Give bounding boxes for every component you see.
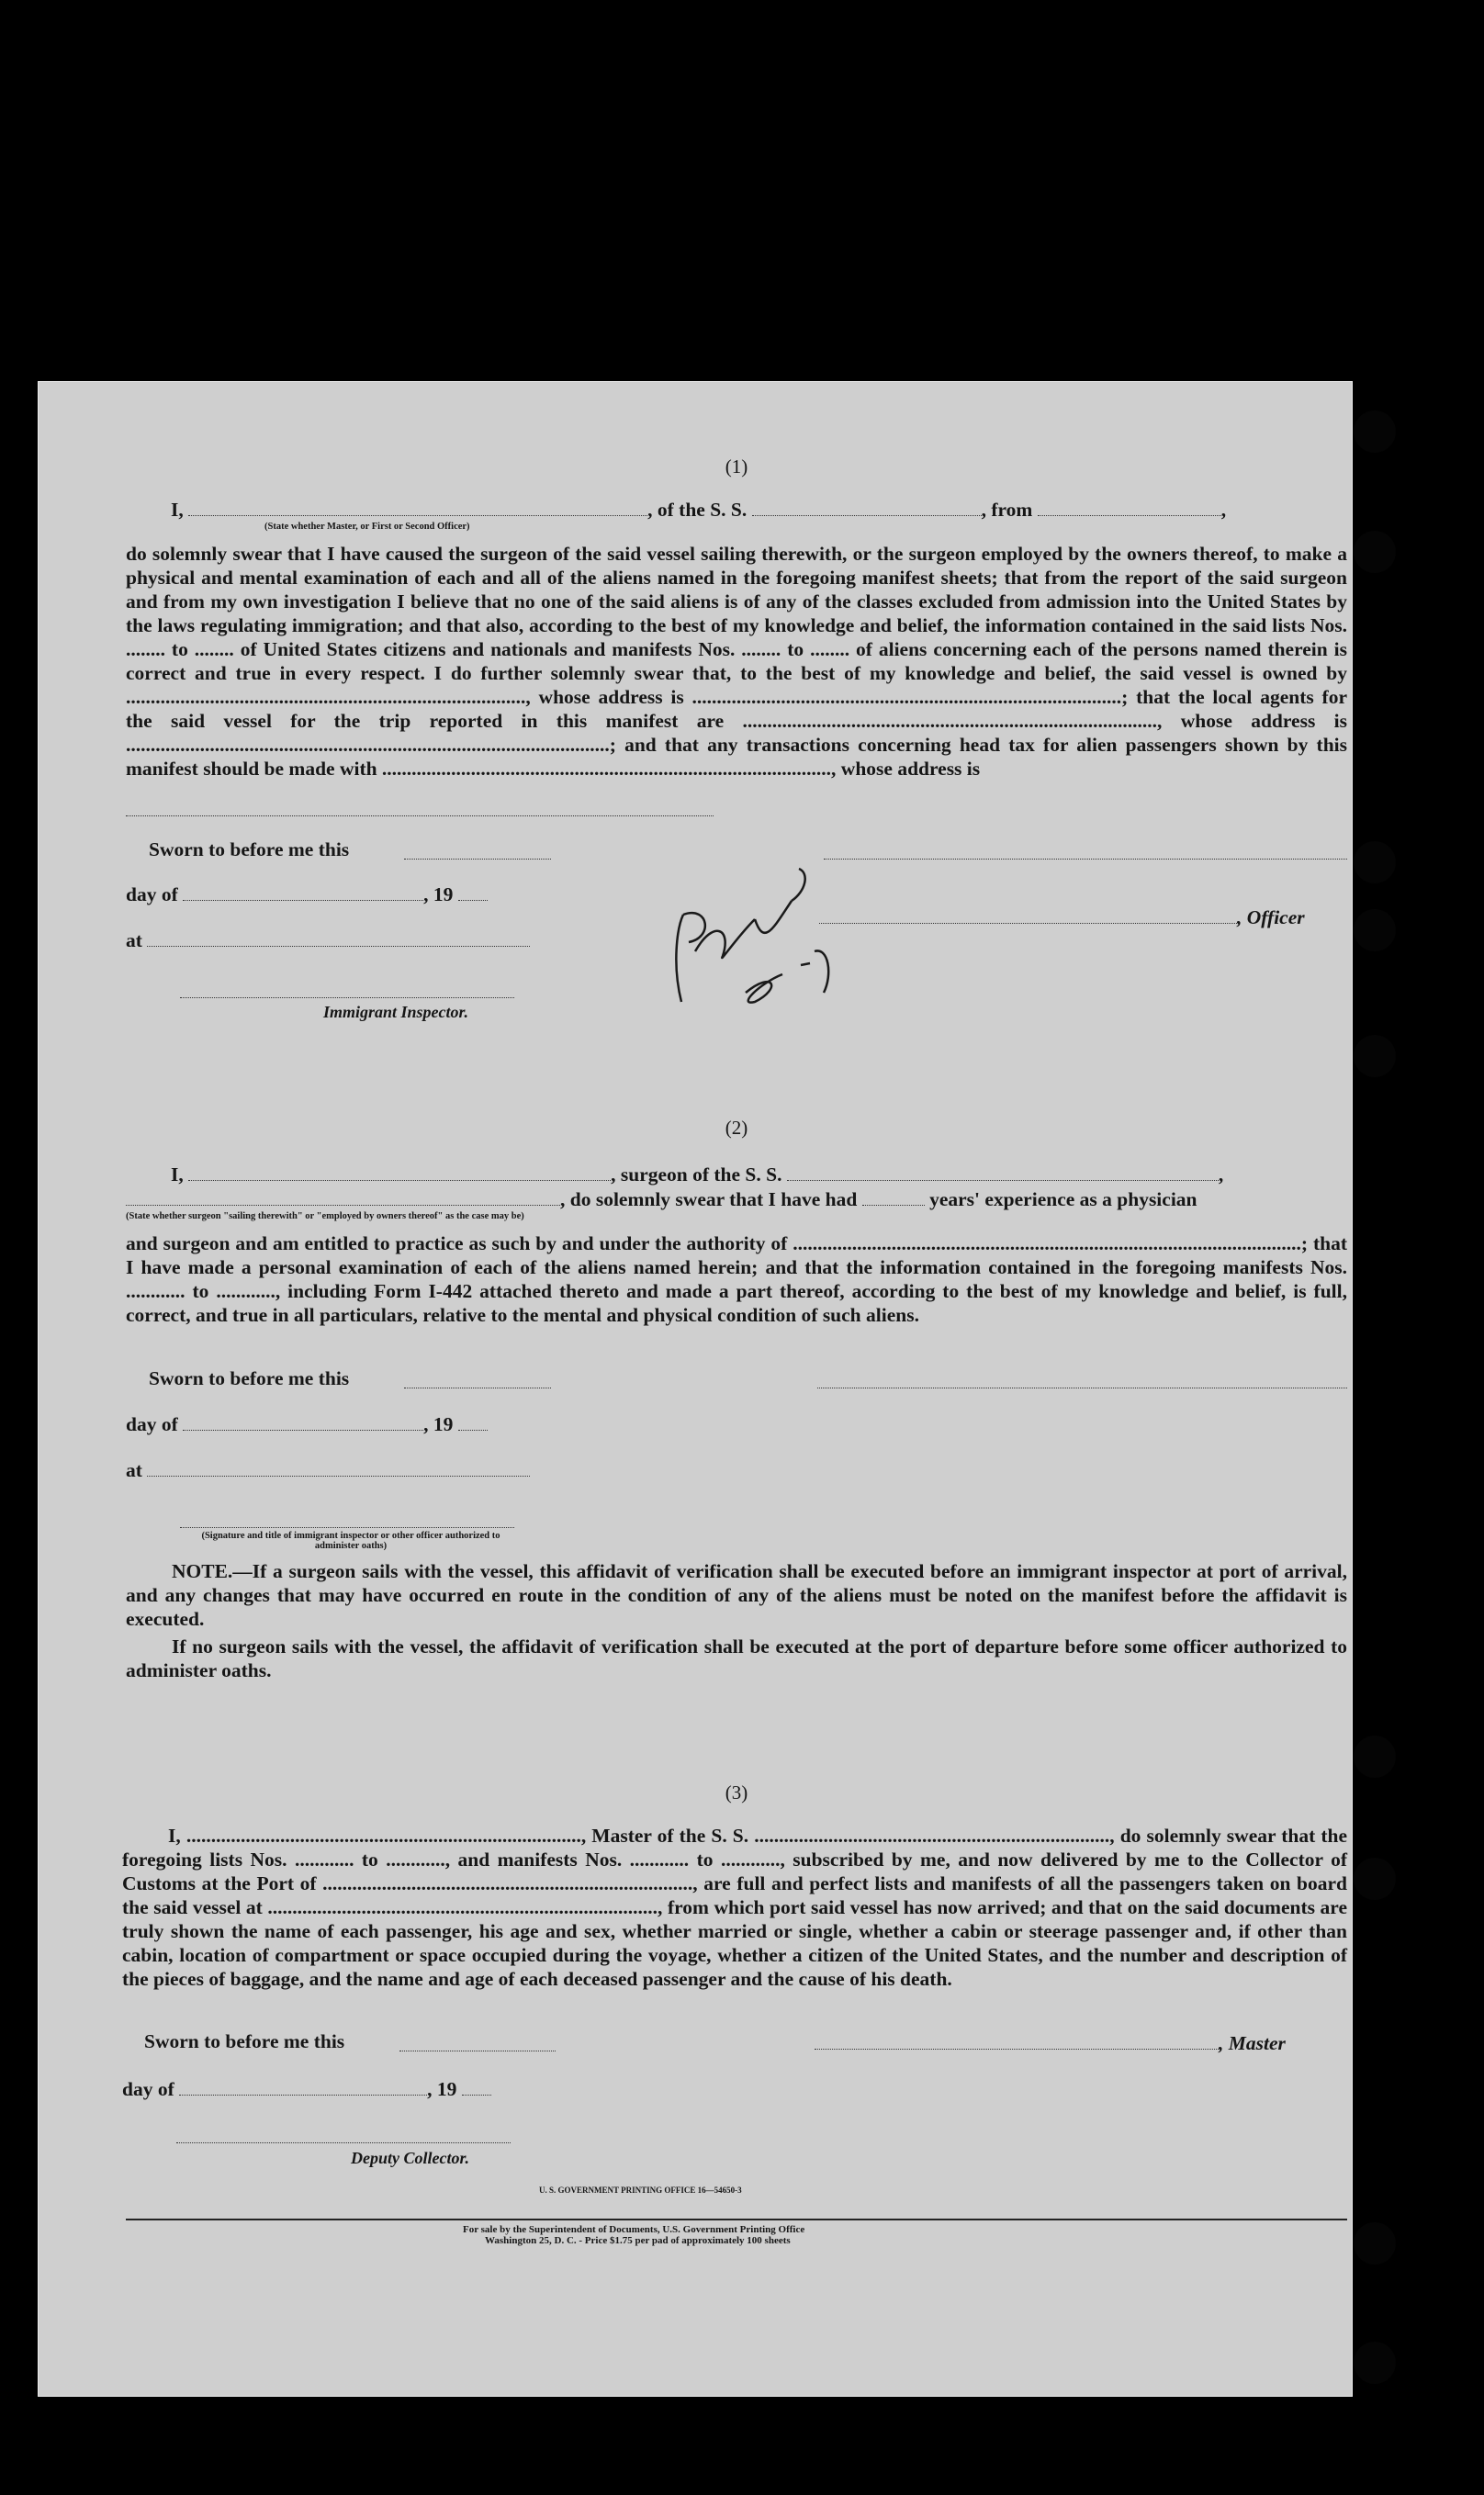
s1-subcaption: (State whether Master, or First or Second Officer) bbox=[264, 522, 470, 532]
manifest-page bbox=[38, 381, 1353, 2397]
s1-at bbox=[126, 929, 530, 952]
s2-line-2 bbox=[126, 1188, 1197, 1211]
s3-master-label: , Master bbox=[1219, 2032, 1286, 2054]
s2-note-2: If no surgeon sails with the vessel, the affidavit of verification shall be executed at the port of departure before some officer authorized to administer oaths. bbox=[126, 1635, 1347, 1681]
section-1-number: (1) bbox=[725, 455, 748, 478]
s2-subcaption: (State whether surgeon "sailing therewith" or "employed by owners thereof" as the case may be) bbox=[126, 1211, 524, 1221]
s1-from: , from bbox=[981, 499, 1033, 521]
s2-vessel-field[interactable] bbox=[787, 1163, 1219, 1181]
s1-officer-field[interactable] bbox=[188, 499, 647, 516]
s2-sig-subcaption: (Signature and title of immigrant inspector or other officer authorized to administer oaths) bbox=[201, 1531, 500, 1551]
s2-comma: , bbox=[1218, 1163, 1224, 1186]
s3-day-field[interactable] bbox=[179, 2078, 427, 2096]
s3-deputy-line[interactable] bbox=[176, 2142, 511, 2143]
s1-sworn bbox=[149, 838, 349, 861]
s3-year-field[interactable] bbox=[462, 2078, 491, 2096]
s1-of-ss: , of the S. S. bbox=[647, 499, 748, 521]
s2-swear: , do solemnly swear that I have had bbox=[560, 1188, 858, 1210]
section-2-number: (2) bbox=[725, 1117, 748, 1139]
s2-status-field[interactable] bbox=[126, 1188, 560, 1206]
punch-hole bbox=[1354, 2222, 1396, 2265]
s1-inspector-line[interactable] bbox=[180, 997, 514, 998]
s3-sworn bbox=[144, 2030, 344, 2053]
s1-at-field[interactable] bbox=[147, 929, 530, 947]
punch-hole bbox=[1354, 531, 1396, 573]
s1-officer bbox=[819, 906, 1305, 929]
s2-year-field[interactable] bbox=[458, 1413, 488, 1431]
s2-years-label: years' experience as a physician bbox=[929, 1188, 1197, 1210]
s3-year-label: , 19 bbox=[427, 2078, 457, 2100]
s2-at-label: at bbox=[126, 1459, 142, 1481]
punch-hole bbox=[1354, 2342, 1396, 2384]
s2-body: and surgeon and am entitled to practice as such by and under the authority of .......................................................................................................; that I have made a personal examination of each of the aliens named herein; and that the information contained in the foregoing manifests Nos. ............ to ............, including Form I-442 attached thereto and made a part thereof, according to the best of my knowledge and belief, is full, correct, and true in all particulars, relative to the mental and physical condition of such aliens. bbox=[126, 1232, 1347, 1326]
footer-rule bbox=[126, 2219, 1347, 2220]
s1-sworn-label: Sworn to before me this bbox=[149, 838, 350, 860]
punch-hole bbox=[1354, 410, 1396, 453]
punch-hole bbox=[1354, 1858, 1396, 1900]
gpo-imprint: U. S. GOVERNMENT PRINTING OFFICE 16—54650-3 bbox=[539, 2186, 742, 2195]
s3-dayof-label: day of bbox=[122, 2078, 174, 2100]
sale-notice-2: Washington 25, D. C. - Price $1.75 per pad of approximately 100 sheets bbox=[485, 2235, 791, 2246]
s1-year-field[interactable] bbox=[458, 883, 488, 901]
s1-at-label: at bbox=[126, 929, 142, 951]
s2-sworn bbox=[149, 1367, 349, 1390]
s2-at bbox=[126, 1459, 530, 1482]
s1-officer-label: , Officer bbox=[1237, 906, 1305, 928]
s3-master bbox=[815, 2032, 1286, 2055]
s2-surgeon-of-ss: , surgeon of the S. S. bbox=[611, 1163, 782, 1186]
punch-hole bbox=[1354, 1035, 1396, 1077]
sale-notice-1: For sale by the Superintendent of Documents, U.S. Government Printing Office bbox=[463, 2224, 805, 2235]
s1-line-1 bbox=[171, 499, 1226, 522]
s1-vessel-field[interactable] bbox=[752, 499, 982, 516]
s2-day-field[interactable] bbox=[183, 1413, 423, 1431]
s3-dayof bbox=[122, 2078, 491, 2101]
s2-dayof bbox=[126, 1413, 488, 1436]
s1-body-end-line bbox=[126, 815, 714, 816]
s2-line-1 bbox=[171, 1163, 1223, 1186]
s2-note-1: NOTE.—If a surgeon sails with the vessel, this affidavit of verification shall be executed before an immigrant inspector at port of arrival, and any changes that may have occurred en route in the condition of any of the aliens must be noted on the manifest before the affidavit is executed. bbox=[126, 1560, 1347, 1630]
s3-deputy-label: Deputy Collector. bbox=[351, 2149, 469, 2167]
s3-sworn-label: Sworn to before me this bbox=[144, 2030, 345, 2052]
s1-inspector-label: Immigrant Inspector. bbox=[323, 1003, 469, 1021]
section-3-number: (3) bbox=[725, 1781, 748, 1804]
s3-body: I, ................................................................................, Master of the S. S. ........................................................................, do solemnly swear that the foregoing lists Nos. ............ to ............, and manifests Nos. ............ to ............, subscribed by me, and now delivered by me to the Collector of Customs at the Port of ..........................................................................., are full and perfect lists and manifests of all the passengers taken on board the said vessel at ..............................................................................., from which port said vessel has now arrived; and that on the said documents are truly shown the name of each passenger, his age and sex, whether married or single, whether a cabin or steerage passenger and, if other than cabin, location of compartment or space occupied during the voyage, whether a citizen of the United States, and the number and description of the pieces of baggage, and the name and age of each deceased passenger and the cause of his death. bbox=[122, 1825, 1347, 1990]
s2-name-field[interactable] bbox=[188, 1163, 611, 1181]
s1-port-field[interactable] bbox=[1038, 499, 1221, 516]
s1-sworn-line[interactable] bbox=[404, 859, 551, 860]
s1-body: do solemnly swear that I have caused the surgeon of the said vessel sailing therewith, or the surgeon employed by the owners thereof, to make a physical and mental examination of each and all of the aliens named in the foregoing manifest sheets; that from the report of the said surgeon and from my own investigation I believe that no one of the said aliens is of any of the classes excluded from admission into the United States by the laws regulating immigration; and that also, according to the best of my knowledge and belief, the information contained in the said lists Nos. ........ to ........ of United States citizens and nationals and manifests Nos. ........ to ........ of aliens concerning each of the persons named therein is correct and true in every respect. I do further solemnly swear that, to the best of my knowledge and belief, the said vessel is owned by ................................................................................., whose address is .......................................................................................; that the local agents for the said vessel for the trip reported in this manifest are ...................................................................................., whose address is ..................................................................................................; and that any transactions concerning head tax for alien passengers shown by this manifest should be made with ..........................................................................................., whose address is bbox=[126, 543, 1347, 780]
s1-year-label: , 19 bbox=[423, 883, 454, 905]
s2-inspector-line[interactable] bbox=[180, 1527, 514, 1528]
punch-hole bbox=[1354, 1736, 1396, 1778]
s2-sworn-label: Sworn to before me this bbox=[149, 1367, 350, 1389]
s2-at-field[interactable] bbox=[147, 1459, 530, 1477]
s1-comma: , bbox=[1220, 499, 1227, 521]
s1-day-field[interactable] bbox=[183, 883, 423, 901]
handwritten-initials bbox=[645, 864, 856, 1011]
s1-officer-signature-field[interactable] bbox=[819, 906, 1237, 924]
s1-dayof-label: day of bbox=[126, 883, 178, 905]
punch-hole bbox=[1354, 909, 1396, 951]
s2-years-field[interactable] bbox=[862, 1188, 925, 1206]
s1-i: I, bbox=[171, 499, 184, 521]
s1-officer-line-top[interactable] bbox=[824, 859, 1347, 860]
s1-dayof bbox=[126, 883, 488, 906]
punch-hole bbox=[1354, 841, 1396, 883]
s2-year-label: , 19 bbox=[423, 1413, 454, 1435]
s3-master-signature-field[interactable] bbox=[815, 2032, 1219, 2050]
s2-i: I, bbox=[171, 1163, 184, 1186]
s2-dayof-label: day of bbox=[126, 1413, 178, 1435]
